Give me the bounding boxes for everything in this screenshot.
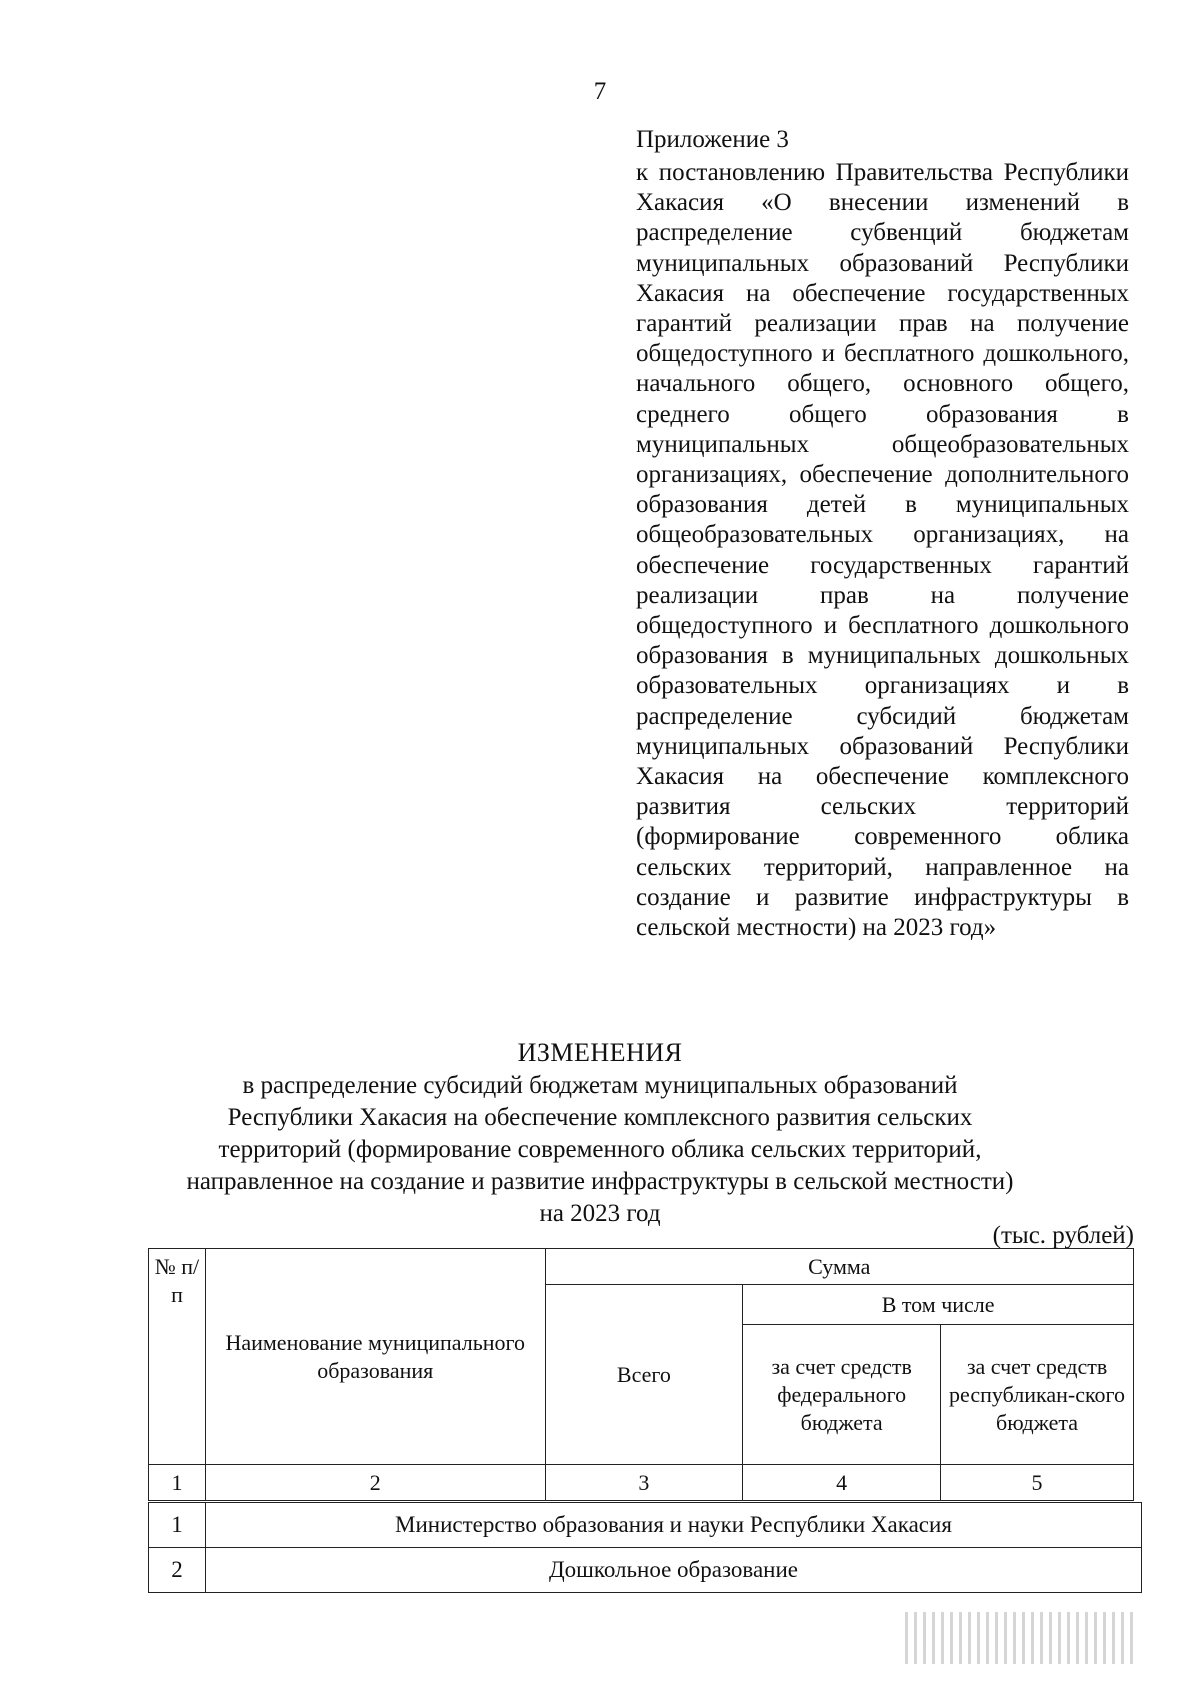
faint-stamp-image [905,1612,1135,1664]
header-sum-col: Сумма [545,1249,1133,1285]
header-federal-col: за счет средств федерального бюджета [743,1325,941,1465]
document-subheading: в распределение субсидий бюджетам муниципальных образований Республики Хакасия на обеспечение комплексного развития сельских территорий (формирование современного облика сельских территорий, направленное на создание и развитие инфраструктуры в сельской местности) на 2023 год [186,1072,1014,1227]
column-number-cell: 1 [149,1465,206,1501]
table-header [148,1248,1134,1501]
table-body [148,1502,1142,1593]
header-number-col: № п/п [149,1249,206,1465]
units-label: (тыс. рублей) [992,1222,1134,1249]
table-row [149,1548,1142,1593]
row-text: Министерство образования и науки Республики Хакасия [205,1503,1141,1548]
column-number-cell: 4 [743,1465,941,1501]
column-number-cell: 5 [941,1465,1134,1501]
column-number-cell: 2 [205,1465,545,1501]
row-number: 2 [149,1548,206,1593]
header-republic-col: за счет средств республикан-ского бюджета [941,1325,1134,1465]
column-number-cell: 3 [545,1465,743,1501]
header-total-col: Всего [545,1285,743,1465]
table-row [149,1503,1142,1548]
row-number: 1 [149,1503,206,1548]
row-text: Дошкольное образование [205,1548,1141,1593]
page-number: 7 [593,78,607,105]
appendix-text: к постановлению Правительства Республики Хакасия «О внесении изменений в распределение субвенций бюджетам муниципальных образований Республики Хакасия на обеспечение государственных гарантий реализации прав на получение общедоступного и бесплатного дошкольного, начального общего, основного общего, среднего общего образования в муниципальных общеобразовательных организациях, обеспечение дополнительного образования детей в муниципальных общеобразовательных организациях, на обеспечение государственных гарантий реализации прав на получение общедоступного и бесплатного дошкольного образования в муниципальных дошкольных образовательных организациях и в распределение субсидий бюджетам муниципальных образований Республики Хакасия на обеспечение комплексного развития сельских территорий (формирование современного облика сельских территорий, направленное на создание и развитие инфраструктуры в сельской местности) на 2023 год» [636,159,1129,942]
appendix-title: Приложение 3 [636,126,789,153]
header-including-col: В том числе [743,1285,1134,1325]
document-heading: ИЗМЕНЕНИЯ [517,1038,683,1067]
header-name-col: Наименование муниципального образования [205,1249,545,1465]
